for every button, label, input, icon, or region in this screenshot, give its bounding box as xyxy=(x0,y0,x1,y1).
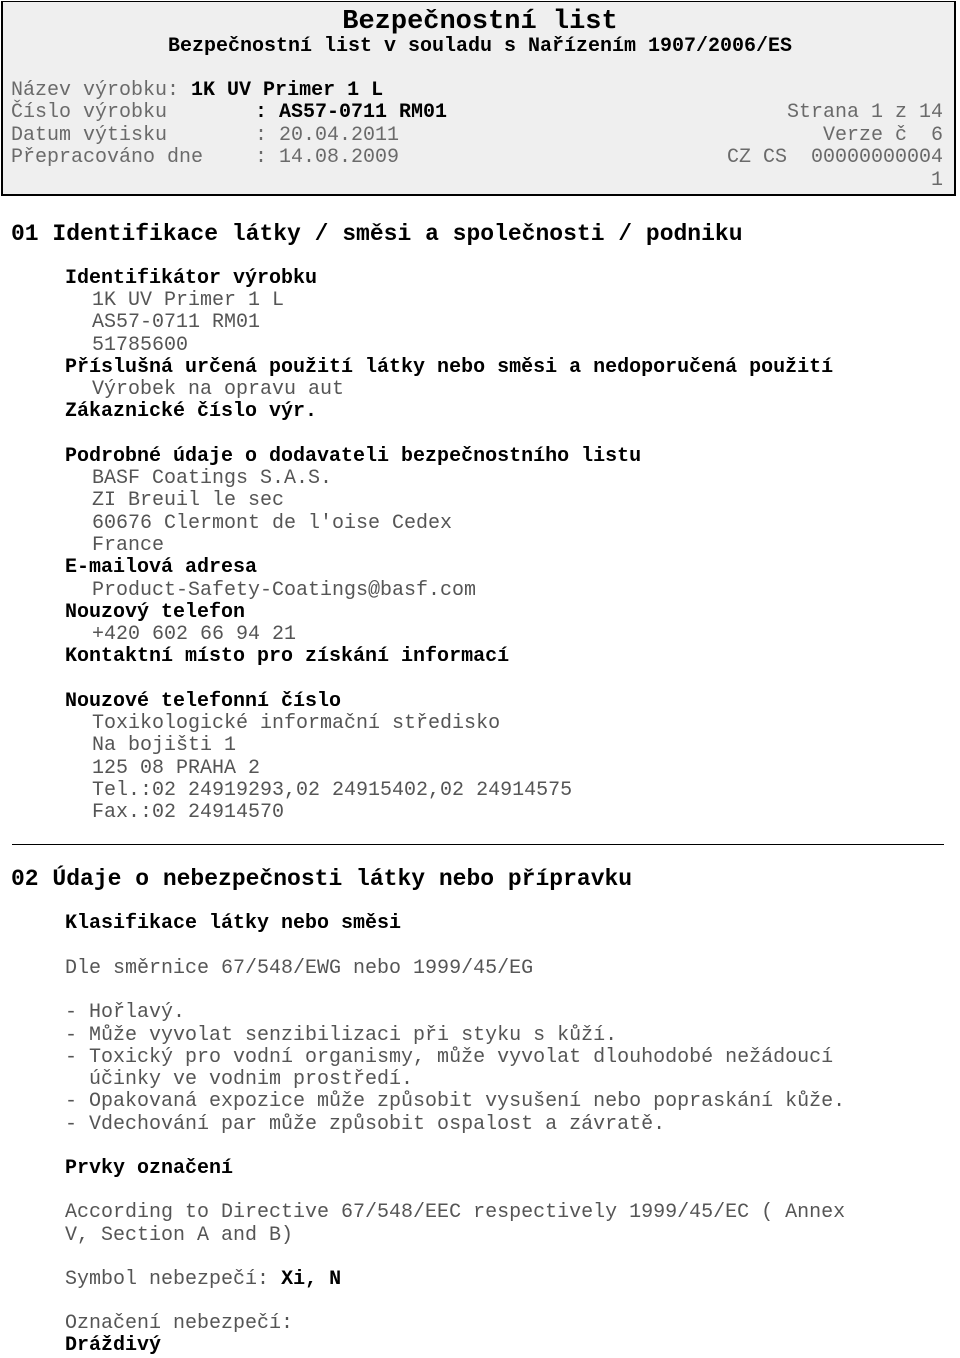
according-line: According to Directive 67/548/EEC respectively 1999/45/EC ( Annex xyxy=(65,1201,846,1224)
hazard-symbol-label: Symbol nebezpečí: xyxy=(65,1268,270,1291)
product-identifier-label: Identifikátor výrobku xyxy=(65,267,318,290)
page-info: Strana 1 z 14 xyxy=(786,101,943,124)
revised-value: : 14.08.2009 xyxy=(255,146,400,169)
email-label: E-mailová adresa xyxy=(65,556,258,579)
emergency-phone-value: +420 602 66 94 21 xyxy=(92,623,297,646)
emergency-number-line: Fax.:02 24914570 xyxy=(92,801,285,824)
emergency-number-line: Tel.:02 24919293,02 24915402,02 24914575 xyxy=(92,779,573,802)
hazard-indication-label: Označení nebezpečí: xyxy=(65,1312,294,1335)
supplier-line: BASF Coatings S.A.S. xyxy=(92,467,333,490)
identifier-line: 51785600 xyxy=(92,334,189,357)
section-divider xyxy=(12,844,944,845)
directive-line: Dle směrnice 67/548/EWG nebo 1999/45/EG xyxy=(65,957,534,980)
hazard-item: - Hořlavý. xyxy=(65,1001,186,1024)
hazard-item: - Opakovaná expozice může způsobit vysušení nebo popraskání kůže. xyxy=(65,1090,846,1113)
print-date-value: : 20.04.2011 xyxy=(255,124,400,147)
supplier-label: Podrobné údaje o dodavateli bezpečnostního listu xyxy=(65,445,642,468)
hazard-item: - Vdechování par může způsobit ospalost a závratě. xyxy=(65,1113,666,1136)
emergency-number-line: Toxikologické informační středisko xyxy=(92,712,501,735)
hazard-indication-value: Dráždivý xyxy=(65,1334,162,1357)
product-number-value: : AS57-0711 RM01 xyxy=(255,101,448,124)
section-01-heading: 01 Identifikace látky / směsi a společnosti / podniku xyxy=(11,221,743,247)
label-elements-label: Prvky označení xyxy=(65,1157,234,1180)
header-small-number: 1 xyxy=(930,169,943,192)
uses-value: Výrobek na opravu aut xyxy=(92,378,345,401)
product-name-value: 1K UV Primer 1 L xyxy=(191,79,384,102)
identifier-line: AS57-0711 RM01 xyxy=(92,311,261,334)
emergency-number-line: 125 08 PRAHA 2 xyxy=(92,757,261,780)
document-code: CZ CS 00000000004 xyxy=(726,146,943,169)
product-name-label: Název výrobku: xyxy=(11,79,180,102)
document-subtitle: Bezpečnostní list v souladu s Nařízením 1907/2006/ES xyxy=(167,35,793,58)
customer-number-label: Zákaznické číslo výr. xyxy=(65,400,318,423)
according-line: V, Section A and B) xyxy=(65,1224,294,1247)
emergency-number-line: Na bojišti 1 xyxy=(92,734,237,757)
supplier-line: 60676 Clermont de l'oise Cedex xyxy=(92,512,453,535)
contact-label: Kontaktní místo pro získání informací xyxy=(65,645,510,668)
supplier-line: France xyxy=(92,534,165,557)
version-info: Verze č 6 xyxy=(822,124,943,147)
hazard-item: - Může vyvolat senzibilizaci při styku s kůží. xyxy=(65,1024,618,1047)
supplier-line: ZI Breuil le sec xyxy=(92,489,285,512)
emergency-number-label: Nouzové telefonní číslo xyxy=(65,690,342,713)
hazard-item: - Toxický pro vodní organismy, může vyvolat dlouhodobé nežádoucí xyxy=(65,1046,834,1069)
email-value[interactable]: Product-Safety-Coatings@basf.com xyxy=(92,579,477,602)
product-name-row xyxy=(11,80,383,102)
classification-label: Klasifikace látky nebo směsi xyxy=(65,912,402,935)
identifier-line: 1K UV Primer 1 L xyxy=(92,289,285,312)
hazard-symbol-row xyxy=(65,1269,341,1291)
hazard-item: účinky ve vodnim prostředí. xyxy=(65,1068,414,1091)
revised-label: Přepracováno dne xyxy=(11,146,204,169)
product-number-label: Číslo výrobku xyxy=(11,101,168,124)
emergency-phone-label: Nouzový telefon xyxy=(65,601,246,624)
print-date-label: Datum výtisku xyxy=(11,124,168,147)
hazard-symbol-value: Xi, N xyxy=(281,1268,342,1291)
uses-label: Příslušná určená použití látky nebo směsi a nedoporučená použití xyxy=(65,356,834,379)
document-title: Bezpečnostní list xyxy=(342,7,618,37)
section-02-heading: 02 Údaje o nebezpečnosti látky nebo přípravku xyxy=(11,866,633,892)
